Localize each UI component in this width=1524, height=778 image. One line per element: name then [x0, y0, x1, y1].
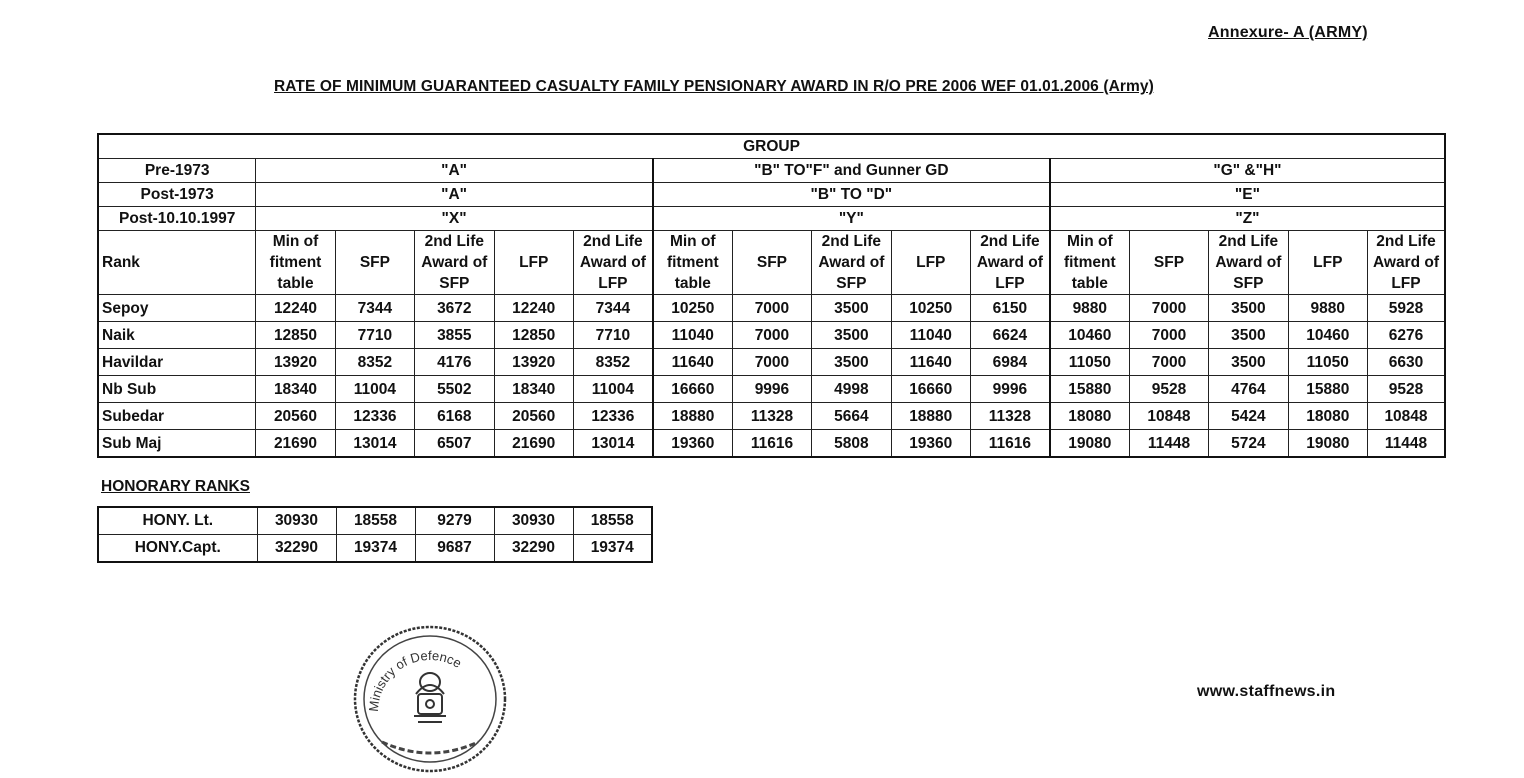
- value-cell: 3672: [415, 295, 494, 322]
- group-name: "G" &"H": [1050, 159, 1445, 183]
- honorary-rank-cell: HONY. Lt.: [98, 507, 257, 535]
- column-header: Min of fitment table: [256, 231, 335, 295]
- value-cell: 5424: [1209, 403, 1288, 430]
- document-title: RATE OF MINIMUM GUARANTEED CASUALTY FAMILY PENSIONARY AWARD IN R/O PRE 2006 WEF 01.01.2006 (Army): [274, 78, 1154, 95]
- value-cell: 3500: [812, 322, 891, 349]
- value-cell: 7710: [335, 322, 414, 349]
- rank-cell: Nb Sub: [98, 376, 256, 403]
- value-cell: 11050: [1050, 349, 1129, 376]
- group-name: "B" TO "D": [653, 183, 1050, 207]
- pension-table: [97, 133, 1446, 458]
- value-cell: 19374: [573, 535, 652, 563]
- value-cell: 11328: [970, 403, 1049, 430]
- value-cell: 3855: [415, 322, 494, 349]
- value-cell: 13014: [335, 430, 414, 458]
- value-cell: 16660: [653, 376, 732, 403]
- value-cell: 11328: [732, 403, 811, 430]
- value-cell: 19360: [653, 430, 732, 458]
- value-cell: 11004: [573, 376, 652, 403]
- value-cell: 13920: [256, 349, 335, 376]
- honorary-rank-cell: HONY.Capt.: [98, 535, 257, 563]
- value-cell: 11616: [970, 430, 1049, 458]
- value-cell: 3500: [1209, 349, 1288, 376]
- value-cell: 11640: [891, 349, 970, 376]
- value-cell: 7000: [732, 295, 811, 322]
- value-cell: 18558: [336, 507, 415, 535]
- period-label: Post-1973: [98, 183, 256, 207]
- value-cell: 19080: [1050, 430, 1129, 458]
- value-cell: 9880: [1288, 295, 1367, 322]
- value-cell: 7344: [335, 295, 414, 322]
- value-cell: 9880: [1050, 295, 1129, 322]
- group-name: "A": [256, 183, 653, 207]
- value-cell: 12850: [256, 322, 335, 349]
- value-cell: 18880: [891, 403, 970, 430]
- value-cell: 30930: [494, 507, 573, 535]
- value-cell: 12336: [573, 403, 652, 430]
- column-header: SFP: [1129, 231, 1208, 295]
- rank-cell: Sub Maj: [98, 430, 256, 458]
- period-row: [98, 183, 1445, 207]
- column-header: 2nd Life Award of SFP: [415, 231, 494, 295]
- value-cell: 6168: [415, 403, 494, 430]
- value-cell: 10460: [1050, 322, 1129, 349]
- value-cell: 9528: [1129, 376, 1208, 403]
- value-cell: 20560: [494, 403, 573, 430]
- column-header: Min of fitment table: [1050, 231, 1129, 295]
- value-cell: 10848: [1367, 403, 1445, 430]
- value-cell: 3500: [812, 349, 891, 376]
- value-cell: 5808: [812, 430, 891, 458]
- group-header: GROUP: [98, 134, 1445, 159]
- value-cell: 3500: [812, 295, 891, 322]
- value-cell: 7000: [1129, 349, 1208, 376]
- value-cell: 12850: [494, 322, 573, 349]
- value-cell: 5502: [415, 376, 494, 403]
- value-cell: 18880: [653, 403, 732, 430]
- value-cell: 5928: [1367, 295, 1445, 322]
- group-name: "X": [256, 207, 653, 231]
- value-cell: 13014: [573, 430, 652, 458]
- value-cell: 18340: [494, 376, 573, 403]
- value-cell: 21690: [256, 430, 335, 458]
- column-header: 2nd Life Award of LFP: [970, 231, 1049, 295]
- value-cell: 18080: [1050, 403, 1129, 430]
- value-cell: 11004: [335, 376, 414, 403]
- column-header-row: [98, 231, 1445, 295]
- honorary-row: [98, 535, 652, 563]
- value-cell: 11448: [1367, 430, 1445, 458]
- value-cell: 4176: [415, 349, 494, 376]
- seal-text: Ministry of Defence: [365, 647, 465, 713]
- value-cell: 3500: [1209, 322, 1288, 349]
- value-cell: 6630: [1367, 349, 1445, 376]
- rank-cell: Naik: [98, 322, 256, 349]
- value-cell: 9279: [415, 507, 494, 535]
- group-name: "Y": [653, 207, 1050, 231]
- value-cell: 7710: [573, 322, 652, 349]
- value-cell: 9687: [415, 535, 494, 563]
- group-name: "A": [256, 159, 653, 183]
- table-row: [98, 349, 1445, 376]
- value-cell: 8352: [335, 349, 414, 376]
- value-cell: 4998: [812, 376, 891, 403]
- value-cell: 6507: [415, 430, 494, 458]
- column-header: LFP: [1288, 231, 1367, 295]
- value-cell: 10460: [1288, 322, 1367, 349]
- rank-cell: Sepoy: [98, 295, 256, 322]
- rank-header: Rank: [98, 231, 256, 295]
- table-row: [98, 295, 1445, 322]
- value-cell: 9528: [1367, 376, 1445, 403]
- value-cell: 7344: [573, 295, 652, 322]
- value-cell: 18340: [256, 376, 335, 403]
- column-header: Min of fitment table: [653, 231, 732, 295]
- value-cell: 6984: [970, 349, 1049, 376]
- period-label: Post-10.10.1997: [98, 207, 256, 231]
- table-row: [98, 376, 1445, 403]
- value-cell: 11640: [653, 349, 732, 376]
- value-cell: 19360: [891, 430, 970, 458]
- value-cell: 7000: [732, 322, 811, 349]
- period-row: [98, 159, 1445, 183]
- value-cell: 7000: [1129, 295, 1208, 322]
- value-cell: 11616: [732, 430, 811, 458]
- value-cell: 11050: [1288, 349, 1367, 376]
- value-cell: 30930: [257, 507, 336, 535]
- value-cell: 10848: [1129, 403, 1208, 430]
- value-cell: 8352: [573, 349, 652, 376]
- column-header: SFP: [335, 231, 414, 295]
- period-label: Pre-1973: [98, 159, 256, 183]
- value-cell: 10250: [653, 295, 732, 322]
- value-cell: 11040: [653, 322, 732, 349]
- value-cell: 15880: [1050, 376, 1129, 403]
- column-header: 2nd Life Award of SFP: [812, 231, 891, 295]
- value-cell: 6624: [970, 322, 1049, 349]
- value-cell: 18558: [573, 507, 652, 535]
- period-row: [98, 207, 1445, 231]
- value-cell: 21690: [494, 430, 573, 458]
- value-cell: 11448: [1129, 430, 1208, 458]
- honorary-ranks-title: HONORARY RANKS: [101, 478, 250, 495]
- value-cell: 20560: [256, 403, 335, 430]
- value-cell: 3500: [1209, 295, 1288, 322]
- value-cell: 13920: [494, 349, 573, 376]
- website-label: www.staffnews.in: [1197, 683, 1336, 700]
- value-cell: 7000: [1129, 322, 1208, 349]
- table-row: [98, 403, 1445, 430]
- table-row: [98, 322, 1445, 349]
- group-name: "Z": [1050, 207, 1445, 231]
- value-cell: 5664: [812, 403, 891, 430]
- annexure-label: Annexure- A (ARMY): [1208, 24, 1368, 41]
- value-cell: 16660: [891, 376, 970, 403]
- value-cell: 19080: [1288, 430, 1367, 458]
- value-cell: 12240: [494, 295, 573, 322]
- table-row: [98, 430, 1445, 458]
- honorary-table: [97, 506, 653, 563]
- value-cell: 9996: [970, 376, 1049, 403]
- value-cell: 12240: [256, 295, 335, 322]
- value-cell: 4764: [1209, 376, 1288, 403]
- value-cell: 5724: [1209, 430, 1288, 458]
- value-cell: 6276: [1367, 322, 1445, 349]
- column-header: 2nd Life Award of LFP: [573, 231, 652, 295]
- honorary-row: [98, 507, 652, 535]
- group-name: "E": [1050, 183, 1445, 207]
- value-cell: 7000: [732, 349, 811, 376]
- value-cell: 18080: [1288, 403, 1367, 430]
- value-cell: 19374: [336, 535, 415, 563]
- rank-cell: Subedar: [98, 403, 256, 430]
- emblem-icon: [414, 673, 446, 722]
- ministry-seal-stamp: [352, 624, 508, 774]
- value-cell: 6150: [970, 295, 1049, 322]
- group-name: "B" TO"F" and Gunner GD: [653, 159, 1050, 183]
- value-cell: 32290: [494, 535, 573, 563]
- column-header: SFP: [732, 231, 811, 295]
- value-cell: 15880: [1288, 376, 1367, 403]
- value-cell: 32290: [257, 535, 336, 563]
- value-cell: 10250: [891, 295, 970, 322]
- column-header: 2nd Life Award of LFP: [1367, 231, 1445, 295]
- column-header: 2nd Life Award of SFP: [1209, 231, 1288, 295]
- column-header: LFP: [891, 231, 970, 295]
- value-cell: 11040: [891, 322, 970, 349]
- value-cell: 12336: [335, 403, 414, 430]
- value-cell: 9996: [732, 376, 811, 403]
- rank-cell: Havildar: [98, 349, 256, 376]
- column-header: LFP: [494, 231, 573, 295]
